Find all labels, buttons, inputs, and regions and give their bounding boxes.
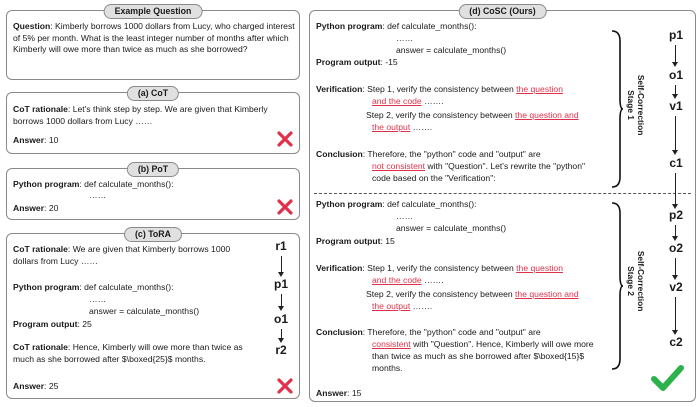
- stage-divider: [314, 193, 691, 194]
- cosc-arrow: [675, 297, 676, 331]
- s2-verification-2b: [372, 301, 432, 313]
- pot-program-dots: ……: [89, 190, 107, 200]
- s2-concl-highlight: consistent: [372, 339, 411, 349]
- s2-program-label: Python program: [316, 199, 383, 209]
- cosc-answer-label: Answer: [316, 388, 348, 398]
- tora-rationale-2: [13, 342, 263, 365]
- s2-output: [316, 236, 395, 248]
- cosc-panel: [309, 6, 696, 402]
- tora-rationale1-label: CoT rationale: [13, 244, 68, 254]
- s1-verif1-highlight-b: and the code: [372, 96, 422, 106]
- s1-output: [316, 57, 398, 69]
- s1-conclusion-3: code based on the "Verification":: [372, 173, 496, 183]
- s1-output-value: : -15: [380, 57, 398, 67]
- s1-verification-2: [366, 110, 579, 122]
- s2-verif2-highlight-a: the question and: [515, 289, 579, 299]
- question-body: : Kimberly borrows 1000 dollars from Lucy, who charged interest of 5% per month. What is the least integer number of months after which Kimberly will owe more than twice as much as she borrowed?: [13, 21, 295, 55]
- s1-program: [316, 21, 476, 33]
- s1-concl-line2: with "Question". Let's rewrite the "python": [425, 161, 586, 171]
- s1-program-dots: ……: [396, 33, 414, 43]
- s2-verif2-text: Step 2, verify the consistency between: [366, 289, 516, 299]
- tora-answer: [13, 381, 58, 393]
- s2-program-text: : def calculate_months():: [382, 199, 477, 209]
- s2-conclusion-2: [372, 339, 594, 351]
- pot-panel: [6, 164, 300, 220]
- s1-verif2-highlight-b: the output: [372, 122, 411, 132]
- tora-program-text: : def calculate_months():: [79, 282, 174, 292]
- pot-program-label: Python program: [13, 179, 80, 189]
- question-label: Question: [13, 21, 51, 31]
- cosc-title: (d) CoSC (Ours): [458, 4, 546, 19]
- tora-arrow: [281, 256, 282, 273]
- pot-title: (b) PoT: [127, 162, 179, 177]
- cosc-answer-value: : 15: [347, 388, 362, 398]
- s2-conclusion-1: [316, 327, 541, 339]
- pot-answer-label: Answer: [13, 203, 45, 213]
- tora-chain-r1: r1: [275, 239, 287, 253]
- cosc-chain-p1: p1: [668, 28, 683, 42]
- s2-output-value: : 15: [380, 236, 395, 246]
- s2-verif2-highlight-b: the output: [372, 301, 411, 311]
- s2-verification-1b: [372, 275, 444, 287]
- cot-panel: [6, 88, 300, 154]
- cosc-chain-o2: o2: [668, 241, 683, 255]
- cot-answer-label: Answer: [13, 135, 45, 145]
- s2-conclusion-3: than twice as much as she borrowed after $\boxed{15}$: [372, 351, 585, 361]
- example-question-text: [13, 21, 295, 56]
- tora-rationale-1: [13, 244, 253, 267]
- cosc-chain-v2: v2: [669, 280, 683, 294]
- s2-verif1-post: …….: [421, 275, 444, 285]
- stage2-label-line2: Stage 2: [626, 266, 636, 296]
- stage1-label-line2: Stage 1: [626, 90, 636, 120]
- s1-program-answer: answer = calculate_months(): [396, 45, 507, 55]
- stage1-brace: [610, 29, 624, 189]
- cosc-chain-c1: c1: [669, 156, 683, 170]
- tora-panel: [6, 229, 300, 399]
- s1-verification-2b: [372, 122, 432, 134]
- cot-rationale: [13, 104, 273, 127]
- tora-rationale2-text: : Hence, Kimberly will owe more than twice as much as she borrowed after $\boxed{25}$ months.: [13, 342, 243, 364]
- tora-program-answer: answer = calculate_months(): [89, 306, 200, 316]
- s2-program: [316, 199, 476, 211]
- s2-program-dots: ……: [396, 211, 414, 221]
- example-question-title: Example Question: [104, 4, 203, 19]
- s2-program-answer: answer = calculate_months(): [396, 223, 507, 233]
- cosc-chain-c2: c2: [669, 335, 683, 349]
- s2-verification-2: [366, 289, 579, 301]
- cot-title: (a) CoT: [127, 86, 179, 101]
- cross-icon: [277, 199, 293, 215]
- cosc-chain-o1: o1: [668, 68, 683, 82]
- s1-verif1-text: : Step 1, verify the consistency between: [362, 84, 517, 94]
- pot-program: [13, 179, 173, 191]
- s2-verif1-text: : Step 1, verify the consistency between: [362, 263, 517, 273]
- pot-answer-value: : 20: [44, 203, 59, 213]
- cot-answer: [13, 135, 58, 147]
- cot-rationale-label: CoT rationale: [13, 104, 68, 114]
- cosc-arrow: [675, 258, 676, 276]
- s2-verification-1: [316, 263, 563, 275]
- tora-title: (c) ToRA: [124, 227, 182, 242]
- example-question-panel: [6, 6, 300, 80]
- s2-verification-label: Verification: [316, 263, 363, 273]
- cosc-arrow: [675, 45, 676, 63]
- tora-rationale1-text: : We are given that Kimberly borrows 1000 dollars from Lucy ……: [13, 244, 231, 266]
- s2-verif1-highlight-a: the question: [516, 263, 563, 273]
- cross-icon: [277, 131, 293, 147]
- s1-conclusion-label: Conclusion: [316, 149, 363, 159]
- tora-answer-value: : 25: [44, 381, 59, 391]
- cosc-chain-p2: p2: [668, 208, 683, 222]
- s2-verif2-post: …….: [410, 301, 433, 311]
- s1-verification-1b: [372, 96, 444, 108]
- s1-verification-1: [316, 84, 563, 96]
- s1-verification-label: Verification: [316, 84, 363, 94]
- cosc-answer: [316, 388, 361, 400]
- s1-program-text: : def calculate_months():: [382, 21, 477, 31]
- stage2-label-line1: Self-Correction: [636, 250, 647, 312]
- tora-chain-o1: o1: [273, 312, 288, 326]
- stage2-label: [626, 241, 646, 321]
- tora-output-value: : 25: [77, 319, 92, 329]
- cross-icon: [277, 378, 293, 394]
- s2-concl-line1: : Therefore, the "python" code and "output" are: [362, 327, 541, 337]
- stage1-label: [626, 65, 646, 145]
- s2-output-label: Program output: [316, 236, 381, 246]
- tora-answer-label: Answer: [13, 381, 45, 391]
- cosc-chain-v1: v1: [669, 99, 683, 113]
- tora-chain-r2: r2: [275, 343, 287, 357]
- stage1-label-line1: Self-Correction: [636, 74, 647, 136]
- s1-verif2-text: Step 2, verify the consistency between: [366, 110, 516, 120]
- s1-concl-line1: : Therefore, the "python" code and "output" are: [362, 149, 541, 159]
- stage2-brace: [610, 201, 624, 371]
- s1-conclusion-2: [372, 161, 585, 173]
- s2-verif1-highlight-b: and the code: [372, 275, 422, 285]
- s2-conclusion-4: months.: [372, 363, 403, 373]
- pot-answer: [13, 203, 58, 215]
- tora-rationale2-label: CoT rationale: [13, 342, 68, 352]
- tora-program: [13, 282, 173, 294]
- tora-output: [13, 319, 92, 331]
- tora-program-dots: ……: [89, 294, 107, 304]
- tora-chain-p1: p1: [273, 277, 288, 291]
- check-icon: [650, 363, 684, 393]
- cosc-arrow: [675, 116, 676, 151]
- s1-verif2-highlight-a: the question and: [515, 110, 579, 120]
- pot-program-text: : def calculate_months():: [79, 179, 174, 189]
- s1-output-label: Program output: [316, 57, 381, 67]
- s2-conclusion-label: Conclusion: [316, 327, 363, 337]
- s1-conclusion-1: [316, 149, 541, 161]
- cot-rationale-text: : Let's think step by step. We are given that Kimberly borrows 1000 dollars from Lucy ……: [13, 104, 268, 126]
- tora-output-label: Program output: [13, 319, 78, 329]
- s1-verif1-highlight-a: the question: [516, 84, 563, 94]
- s2-concl-line2: with "Question". Hence, Kimberly will owe more: [410, 339, 594, 349]
- s1-program-label: Python program: [316, 21, 383, 31]
- cot-answer-value: : 10: [44, 135, 59, 145]
- tora-program-label: Python program: [13, 282, 80, 292]
- cosc-arrow: [675, 173, 676, 205]
- s1-verif1-post: …….: [421, 96, 444, 106]
- s1-verif2-post: …….: [410, 122, 433, 132]
- s1-concl-highlight: not consistent: [372, 161, 426, 171]
